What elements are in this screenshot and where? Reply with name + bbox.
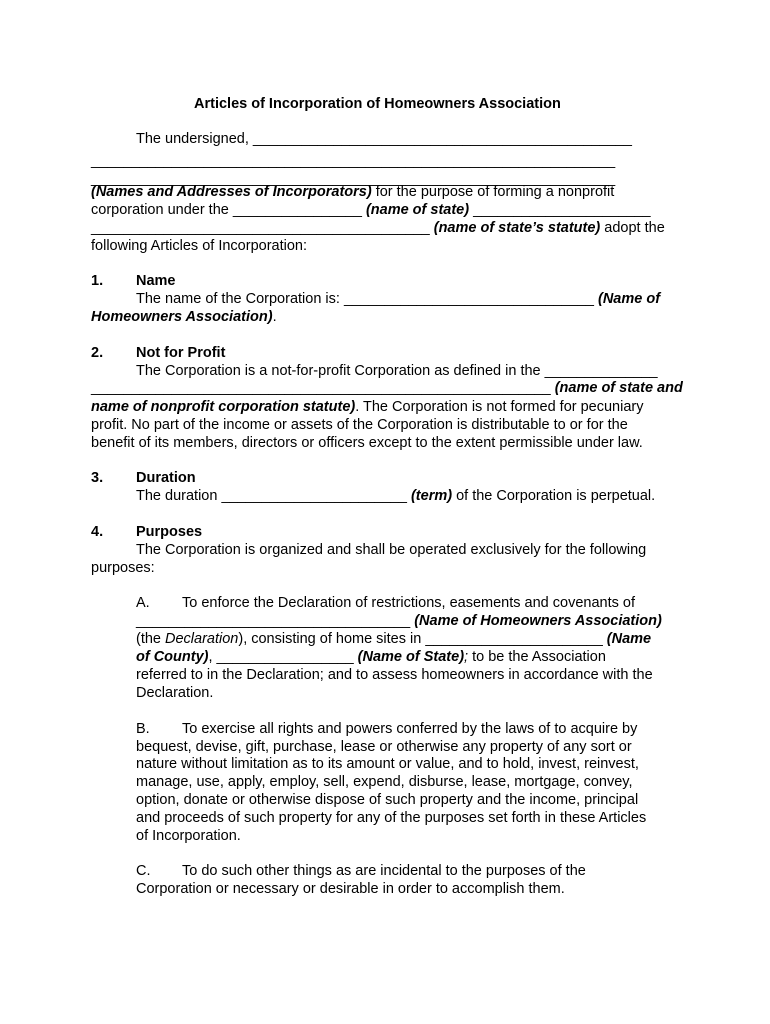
statute-label: (name of state’s statute) [433,220,601,236]
item-b-line-2: bequest, devise, gift, purchase, lease or otherwise any property of any sort or [136,739,632,755]
hoa-name-label: (Name of Homeowners Association) [414,613,662,629]
section-2-number: 2. [91,345,104,361]
item-b-letter: B. [136,721,150,737]
nfp-label-1: (name of state and [554,380,683,396]
section-2-line-4: profit. No part of the income or assets of the Corporation is distributable to or for the [91,417,628,433]
name-label: (Name of [597,291,661,307]
statute-blank: __________________________________________ [91,220,434,236]
section-2-line-2 [91,379,683,397]
hoa-label: Homeowners Association) [91,309,273,325]
item-a-line-1: To enforce the Declaration of restrictions, easements and covenants of [182,595,635,611]
intro-lead: The undersigned, [136,131,253,147]
item-b-line-6: and proceeds of such property for any of the purposes set forth in these Articles [136,810,647,826]
intro-line-4 [91,183,614,201]
purpose-text: for the purpose of forming a nonprofit [371,184,615,200]
item-c-line-1: To do such other things as are incidental to the purposes of the [182,863,586,879]
incorporator-blank-3: _________________________________________________________________ [91,171,616,187]
text-fragment: (the [136,631,166,647]
item-a-letter: A. [136,595,150,611]
county-label-1: (Name [606,631,652,647]
section-4-number: 4. [91,524,104,540]
section-2-line-3 [91,398,643,416]
section-2-line-1 [136,362,658,380]
section-4-heading: Purposes [136,524,203,540]
item-a-line-5: referred to in the Declaration; and to assess homeowners in accordance with the [136,667,653,683]
county-blank: ______________________ [425,631,607,647]
incorporators-label: (Names and Addresses of Incorporators) [91,184,372,200]
item-c-line-2: Corporation or necessary or desirable in order to accomplish them. [136,881,565,897]
item-b-line-7: of Incorporation. [136,828,241,844]
state-blank-2: ______________________ [469,202,651,218]
duration-end: of the Corporation is perpetual. [452,488,656,504]
incorporator-blank-2: _________________________________________________________________ [91,153,616,169]
intro-line-6 [91,219,665,237]
section-3-line-1 [136,487,655,505]
term-label: (term) [410,488,453,504]
item-a-line-4 [136,648,606,666]
state-label: (name of state) [365,202,470,218]
duration-text: The duration [136,488,222,504]
nfp-label-2: name of nonprofit corporation statute) [91,399,356,415]
nfp-blank-2: _________________________________________________________ [91,380,555,396]
section-1-heading: Name [136,273,176,289]
declaration-term: Declaration [165,631,239,647]
nfp-text: The Corporation is a not-for-profit Corporation as defined in the [136,363,545,379]
item-a-line-2 [136,612,662,630]
section-2-heading: Not for Profit [136,345,226,361]
section-2-line-5: benefit of its members, directors or officers except to the extent permissible under law. [91,435,643,451]
section-4-line-1: The Corporation is organized and shall be operated exclusively for the following [136,542,647,558]
section-1-line-2 [91,308,277,326]
state-name-label: (Name of State) [357,649,465,665]
hoa-blank: __________________________________ [136,613,415,629]
intro-line-1 [136,130,632,148]
adopt-text: adopt the [600,220,665,236]
section-4-line-2: purposes: [91,560,155,576]
section-1-line-1 [136,290,660,308]
state-blank: ________________ [232,202,366,218]
incorporator-blank-1: _______________________________________________ [252,131,632,147]
county-label-2: of County) [136,649,209,665]
intro-line-7: following Articles of Incorporation: [91,238,307,254]
section-1-number: 1. [91,273,104,289]
item-b-line-1: To exercise all rights and powers conferred by the laws of to acquire by [182,721,638,737]
state-name-blank: _________________ [216,649,358,665]
corp-under-text: corporation under the [91,202,233,218]
home-sites-text: ), consisting of home sites in [238,631,426,647]
text-fragment: , [208,649,217,665]
item-b-line-3: nature without limitation as to its amount or value, and to hold, invest, reinvest, [136,756,639,772]
name-blank: _______________________________ [343,291,598,307]
nfp-blank-1: ______________ [544,363,658,379]
item-a-line-6: Declaration. [136,685,214,701]
section-3-number: 3. [91,470,104,486]
item-b-line-4: manage, use, apply, employ, sell, expend, disburse, lease, mortgage, convey, [136,774,633,790]
intro-line-5 [91,201,651,219]
item-c-letter: C. [136,863,151,879]
association-text: to be the Association [468,649,606,665]
text-fragment: ; [464,649,469,665]
item-b-line-5: option, donate or otherwise dispose of such property and the income, principal [136,792,639,808]
duration-blank: _______________________ [221,488,411,504]
nfp-text-1: . The Corporation is not formed for pecuniary [355,399,644,415]
section-3-heading: Duration [136,470,196,486]
name-text: The name of the Corporation is: [136,291,344,307]
period: . [272,309,277,325]
item-a-line-3 [136,630,651,648]
document-title: Articles of Incorporation of Homeowners Association [194,96,561,112]
